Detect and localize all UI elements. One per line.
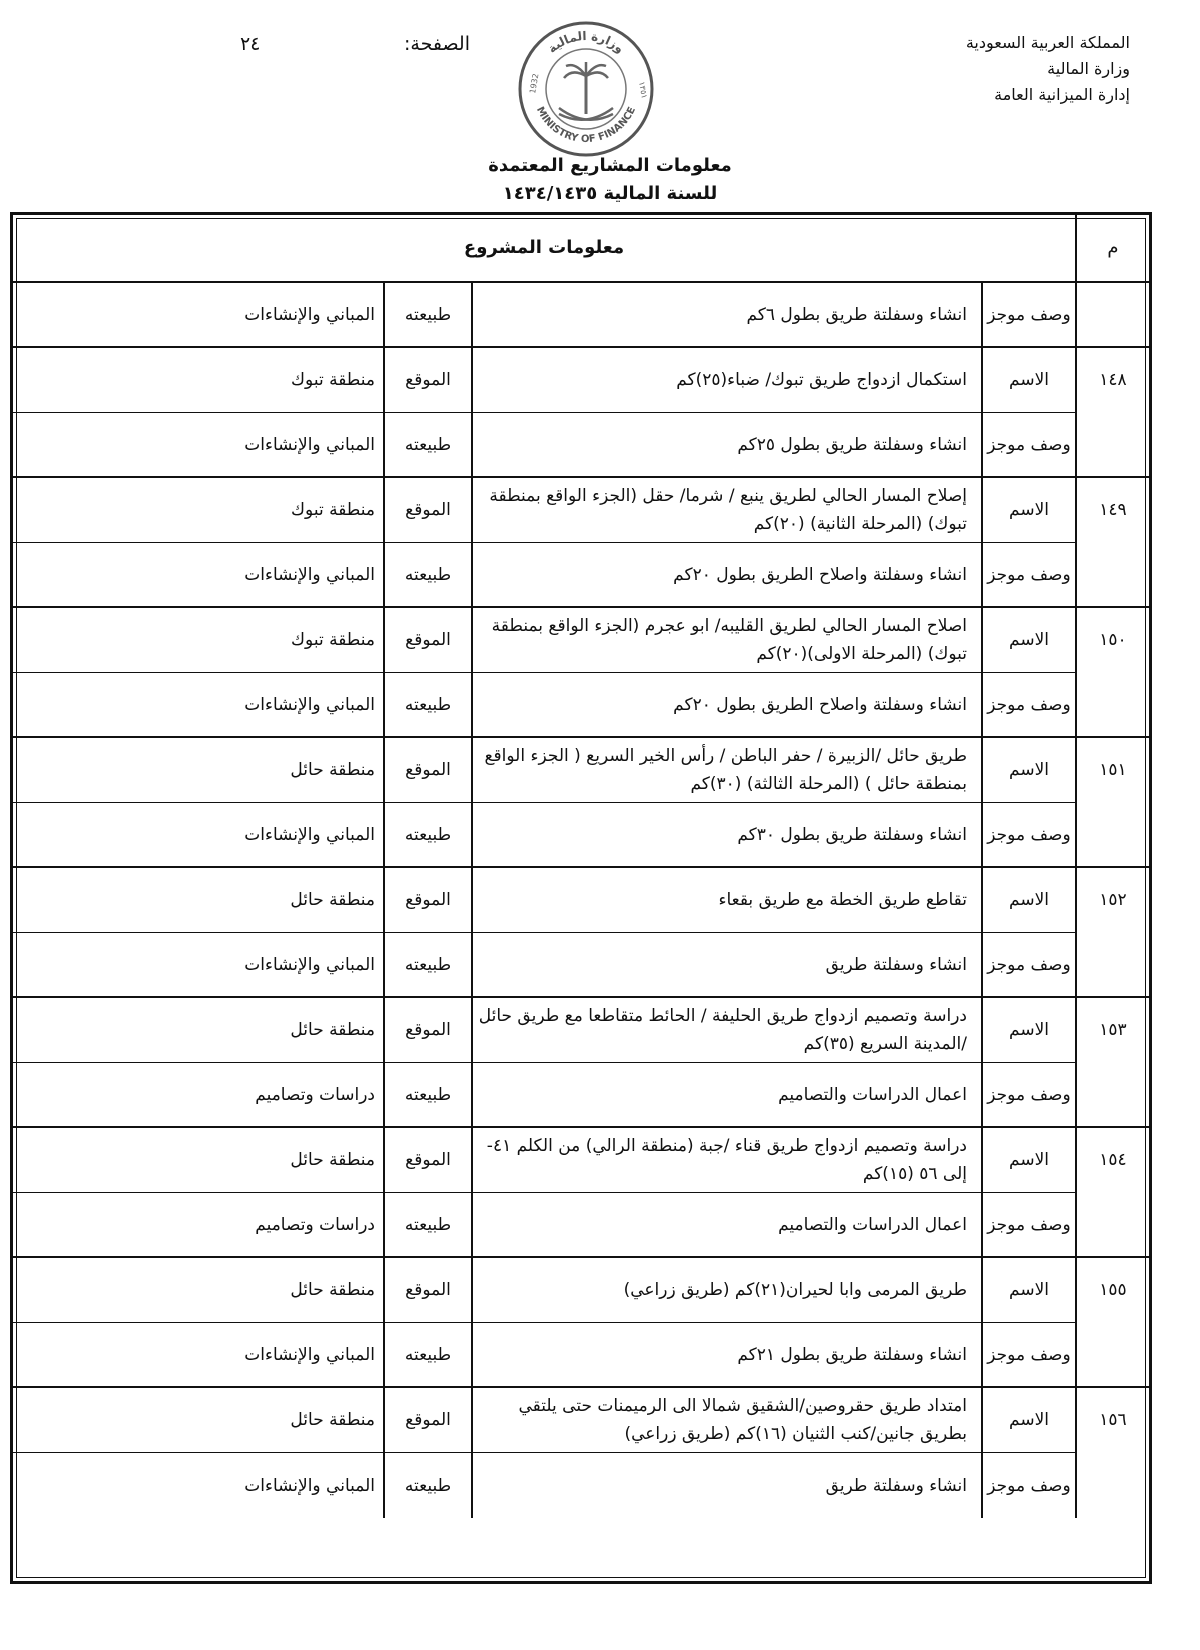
table-row-description xyxy=(13,673,1149,738)
project-description: انشاء وسفلتة واصلاح الطريق بطول ٢٠كم xyxy=(471,673,981,736)
svg-text:وزارة المالية: وزارة المالية xyxy=(545,28,627,56)
type-label: طبيعته xyxy=(383,1063,471,1126)
project-number xyxy=(1077,803,1149,866)
project-description: اعمال الدراسات والتصاميم xyxy=(471,1063,981,1126)
number-cell-merge xyxy=(1077,1191,1149,1194)
project-name: طريق حائل /الزبيرة / حفر الباطن / رأس الخير السريع ( الجزء الواقع بمنطقة حائل ) (المرحلة الثالثة) (٣٠)كم xyxy=(471,738,981,802)
project-number xyxy=(1077,1193,1149,1256)
number-cell-merge xyxy=(1077,1451,1149,1454)
project-number xyxy=(1077,1063,1149,1126)
number-cell-merge xyxy=(1077,801,1149,804)
location-label: الموقع xyxy=(383,348,471,412)
ministry-name: وزارة المالية xyxy=(1047,59,1130,78)
description-label: وصف موجز xyxy=(981,413,1077,476)
project-type: المباني والإنشاءات xyxy=(244,434,375,455)
type-label: طبيعته xyxy=(383,543,471,606)
name-label: الاسم xyxy=(981,608,1077,672)
project-number xyxy=(1077,283,1149,346)
project-name: دراسة وتصميم ازدواج طريق الحليفة / الحائط متقاطعا مع طريق حائل /المدينة السريع (٣٥)كم xyxy=(471,998,981,1062)
project-description: انشاء وسفلتة طريق xyxy=(471,1453,981,1518)
project-description: انشاء وسفلتة طريق بطول ٣٠كم xyxy=(471,803,981,866)
page-label: الصفحة: xyxy=(403,33,470,55)
project-number: ١٤٨ xyxy=(1099,370,1127,390)
project-location: منطقة حائل xyxy=(290,1410,375,1430)
location-label: الموقع xyxy=(383,608,471,672)
description-label: وصف موجز xyxy=(981,803,1077,866)
project-number: ١٤٩ xyxy=(1099,500,1127,520)
location-label: الموقع xyxy=(383,1258,471,1322)
header-org-block xyxy=(966,30,1130,108)
table-row-name xyxy=(13,478,1149,543)
type-label: طبيعته xyxy=(383,1323,471,1386)
project-location: منطقة تبوك xyxy=(291,370,375,390)
project-number xyxy=(1077,413,1149,476)
project-name: تقاطع طريق الخطة مع طريق بقعاء xyxy=(471,868,981,932)
table-row-name xyxy=(13,1258,1149,1323)
location-label: الموقع xyxy=(383,478,471,542)
type-label: طبيعته xyxy=(383,673,471,736)
location-label: الموقع xyxy=(383,998,471,1062)
project-number: ١٥٦ xyxy=(1099,1410,1127,1430)
description-label: وصف موجز xyxy=(981,283,1077,346)
table-row-description xyxy=(13,803,1149,868)
location-label: الموقع xyxy=(383,868,471,932)
project-number: ١٥٥ xyxy=(1099,1280,1127,1300)
type-label: طبيعته xyxy=(383,1193,471,1256)
description-label: وصف موجز xyxy=(981,1193,1077,1256)
table-row-description xyxy=(13,543,1149,608)
description-label: وصف موجز xyxy=(981,543,1077,606)
table-row-description xyxy=(13,1063,1149,1128)
project-number xyxy=(1077,1323,1149,1386)
project-location: منطقة تبوك xyxy=(291,630,375,650)
table-row-description xyxy=(13,283,1149,348)
project-type: المباني والإنشاءات xyxy=(244,954,375,975)
project-type: المباني والإنشاءات xyxy=(244,694,375,715)
svg-text:MINISTRY OF FINANCE: MINISTRY OF FINANCE xyxy=(533,105,639,146)
name-label: الاسم xyxy=(981,868,1077,932)
table-row-name xyxy=(13,738,1149,803)
number-cell-merge xyxy=(1077,671,1149,674)
table-row-description xyxy=(13,1193,1149,1258)
project-name: دراسة وتصميم ازدواج طريق قناء /جبة (منطقة الرالي) من الكلم ٤١-إلى ٥٦ (١٥)كم xyxy=(471,1128,981,1192)
project-name: إصلاح المسار الحالي لطريق ينبع / شرما/ حقل (الجزء الواقع بمنطقة تبوك) (المرحلة الثانية) (٢٠)كم xyxy=(471,478,981,542)
table-row-name xyxy=(13,608,1149,673)
page-number: ٢٤ xyxy=(240,33,261,55)
project-type: المباني والإنشاءات xyxy=(244,304,375,325)
project-description: انشاء وسفلتة طريق بطول ٢٥كم xyxy=(471,413,981,476)
project-location: منطقة تبوك xyxy=(291,500,375,520)
project-number xyxy=(1077,933,1149,996)
col-number-header: م xyxy=(1107,237,1119,258)
description-label: وصف موجز xyxy=(981,933,1077,996)
project-name: استكمال ازدواج طريق تبوك/ ضباء(٢٥)كم xyxy=(471,348,981,412)
project-description: انشاء وسفلتة طريق xyxy=(471,933,981,996)
project-type: المباني والإنشاءات xyxy=(244,1475,375,1496)
ministry-seal-icon xyxy=(515,18,657,160)
table-row-name xyxy=(13,998,1149,1063)
location-label: الموقع xyxy=(383,738,471,802)
project-number: ١٥٠ xyxy=(1099,630,1127,650)
kingdom-name: المملكة العربية السعودية xyxy=(965,33,1130,52)
number-cell-merge xyxy=(1077,1321,1149,1324)
project-number: ١٥١ xyxy=(1099,760,1127,780)
project-type: المباني والإنشاءات xyxy=(244,1344,375,1365)
project-location: منطقة حائل xyxy=(290,760,375,780)
project-name: امتداد طريق حقروصين/الشقيق شمالا الى الرميمنات حتى يلتقي بطريق جانين/كنب الثنيان (١٦)كم (طريق زراعي) xyxy=(471,1388,981,1452)
project-name: اصلاح المسار الحالي لطريق القليبه/ ابو عجرم (الجزء الواقع بمنطقة تبوك) (المرحلة الاولى)(٢٠)كم xyxy=(471,608,981,672)
description-label: وصف موجز xyxy=(981,1063,1077,1126)
table-row-description xyxy=(13,1453,1149,1518)
project-type: المباني والإنشاءات xyxy=(244,564,375,585)
name-label: الاسم xyxy=(981,998,1077,1062)
project-number xyxy=(1077,673,1149,736)
location-label: الموقع xyxy=(383,1388,471,1452)
project-location: منطقة حائل xyxy=(290,1280,375,1300)
document-title xyxy=(0,152,1200,208)
project-number: ١٥٤ xyxy=(1099,1150,1127,1170)
project-name: طريق المرمى وابا لحيران(٢١)كم (طريق زراعي) xyxy=(471,1258,981,1322)
name-label: الاسم xyxy=(981,1258,1077,1322)
project-location: منطقة حائل xyxy=(290,1150,375,1170)
description-label: وصف موجز xyxy=(981,1453,1077,1518)
type-label: طبيعته xyxy=(383,283,471,346)
type-label: طبيعته xyxy=(383,933,471,996)
location-label: الموقع xyxy=(383,1128,471,1192)
table-row-description xyxy=(13,1323,1149,1388)
number-cell-merge xyxy=(1077,411,1149,414)
description-label: وصف موجز xyxy=(981,673,1077,736)
svg-text:1932: 1932 xyxy=(528,72,541,95)
table-row-name xyxy=(13,348,1149,413)
col-info-header: معلومات المشروع xyxy=(13,215,1077,281)
name-label: الاسم xyxy=(981,478,1077,542)
project-number: ١٥٢ xyxy=(1099,890,1127,910)
project-type: دراسات وتصاميم xyxy=(255,1084,375,1105)
title-line-1: معلومات المشاريع المعتمدة xyxy=(488,155,732,176)
projects-table xyxy=(10,212,1152,1584)
project-location: منطقة حائل xyxy=(290,890,375,910)
type-label: طبيعته xyxy=(383,1453,471,1518)
number-cell-merge xyxy=(1077,1061,1149,1064)
project-description: انشاء وسفلتة طريق بطول ٦كم xyxy=(471,283,981,346)
project-description: اعمال الدراسات والتصاميم xyxy=(471,1193,981,1256)
project-type: المباني والإنشاءات xyxy=(244,824,375,845)
table-header-row xyxy=(13,215,1149,283)
project-location: منطقة حائل xyxy=(290,1020,375,1040)
department-name: إدارة الميزانية العامة xyxy=(994,85,1130,104)
table-row-description xyxy=(13,413,1149,478)
title-line-2: للسنة المالية ١٤٣٤/١٤٣٥ xyxy=(502,183,718,204)
table-row-name xyxy=(13,868,1149,933)
project-number xyxy=(1077,1453,1149,1518)
description-label: وصف موجز xyxy=(981,1323,1077,1386)
name-label: الاسم xyxy=(981,1388,1077,1452)
type-label: طبيعته xyxy=(383,413,471,476)
table-row-name xyxy=(13,1388,1149,1453)
project-number: ١٥٣ xyxy=(1099,1020,1127,1040)
number-cell-merge xyxy=(1077,541,1149,544)
name-label: الاسم xyxy=(981,348,1077,412)
table-row-description xyxy=(13,933,1149,998)
type-label: طبيعته xyxy=(383,803,471,866)
svg-text:١٣٥١: ١٣٥١ xyxy=(637,80,649,100)
name-label: الاسم xyxy=(981,738,1077,802)
table-row-name xyxy=(13,1128,1149,1193)
project-description: انشاء وسفلتة طريق بطول ٢١كم xyxy=(471,1323,981,1386)
number-cell-merge xyxy=(1077,931,1149,934)
project-number xyxy=(1077,543,1149,606)
name-label: الاسم xyxy=(981,1128,1077,1192)
project-description: انشاء وسفلتة واصلاح الطريق بطول ٢٠كم xyxy=(471,543,981,606)
project-type: دراسات وتصاميم xyxy=(255,1214,375,1235)
